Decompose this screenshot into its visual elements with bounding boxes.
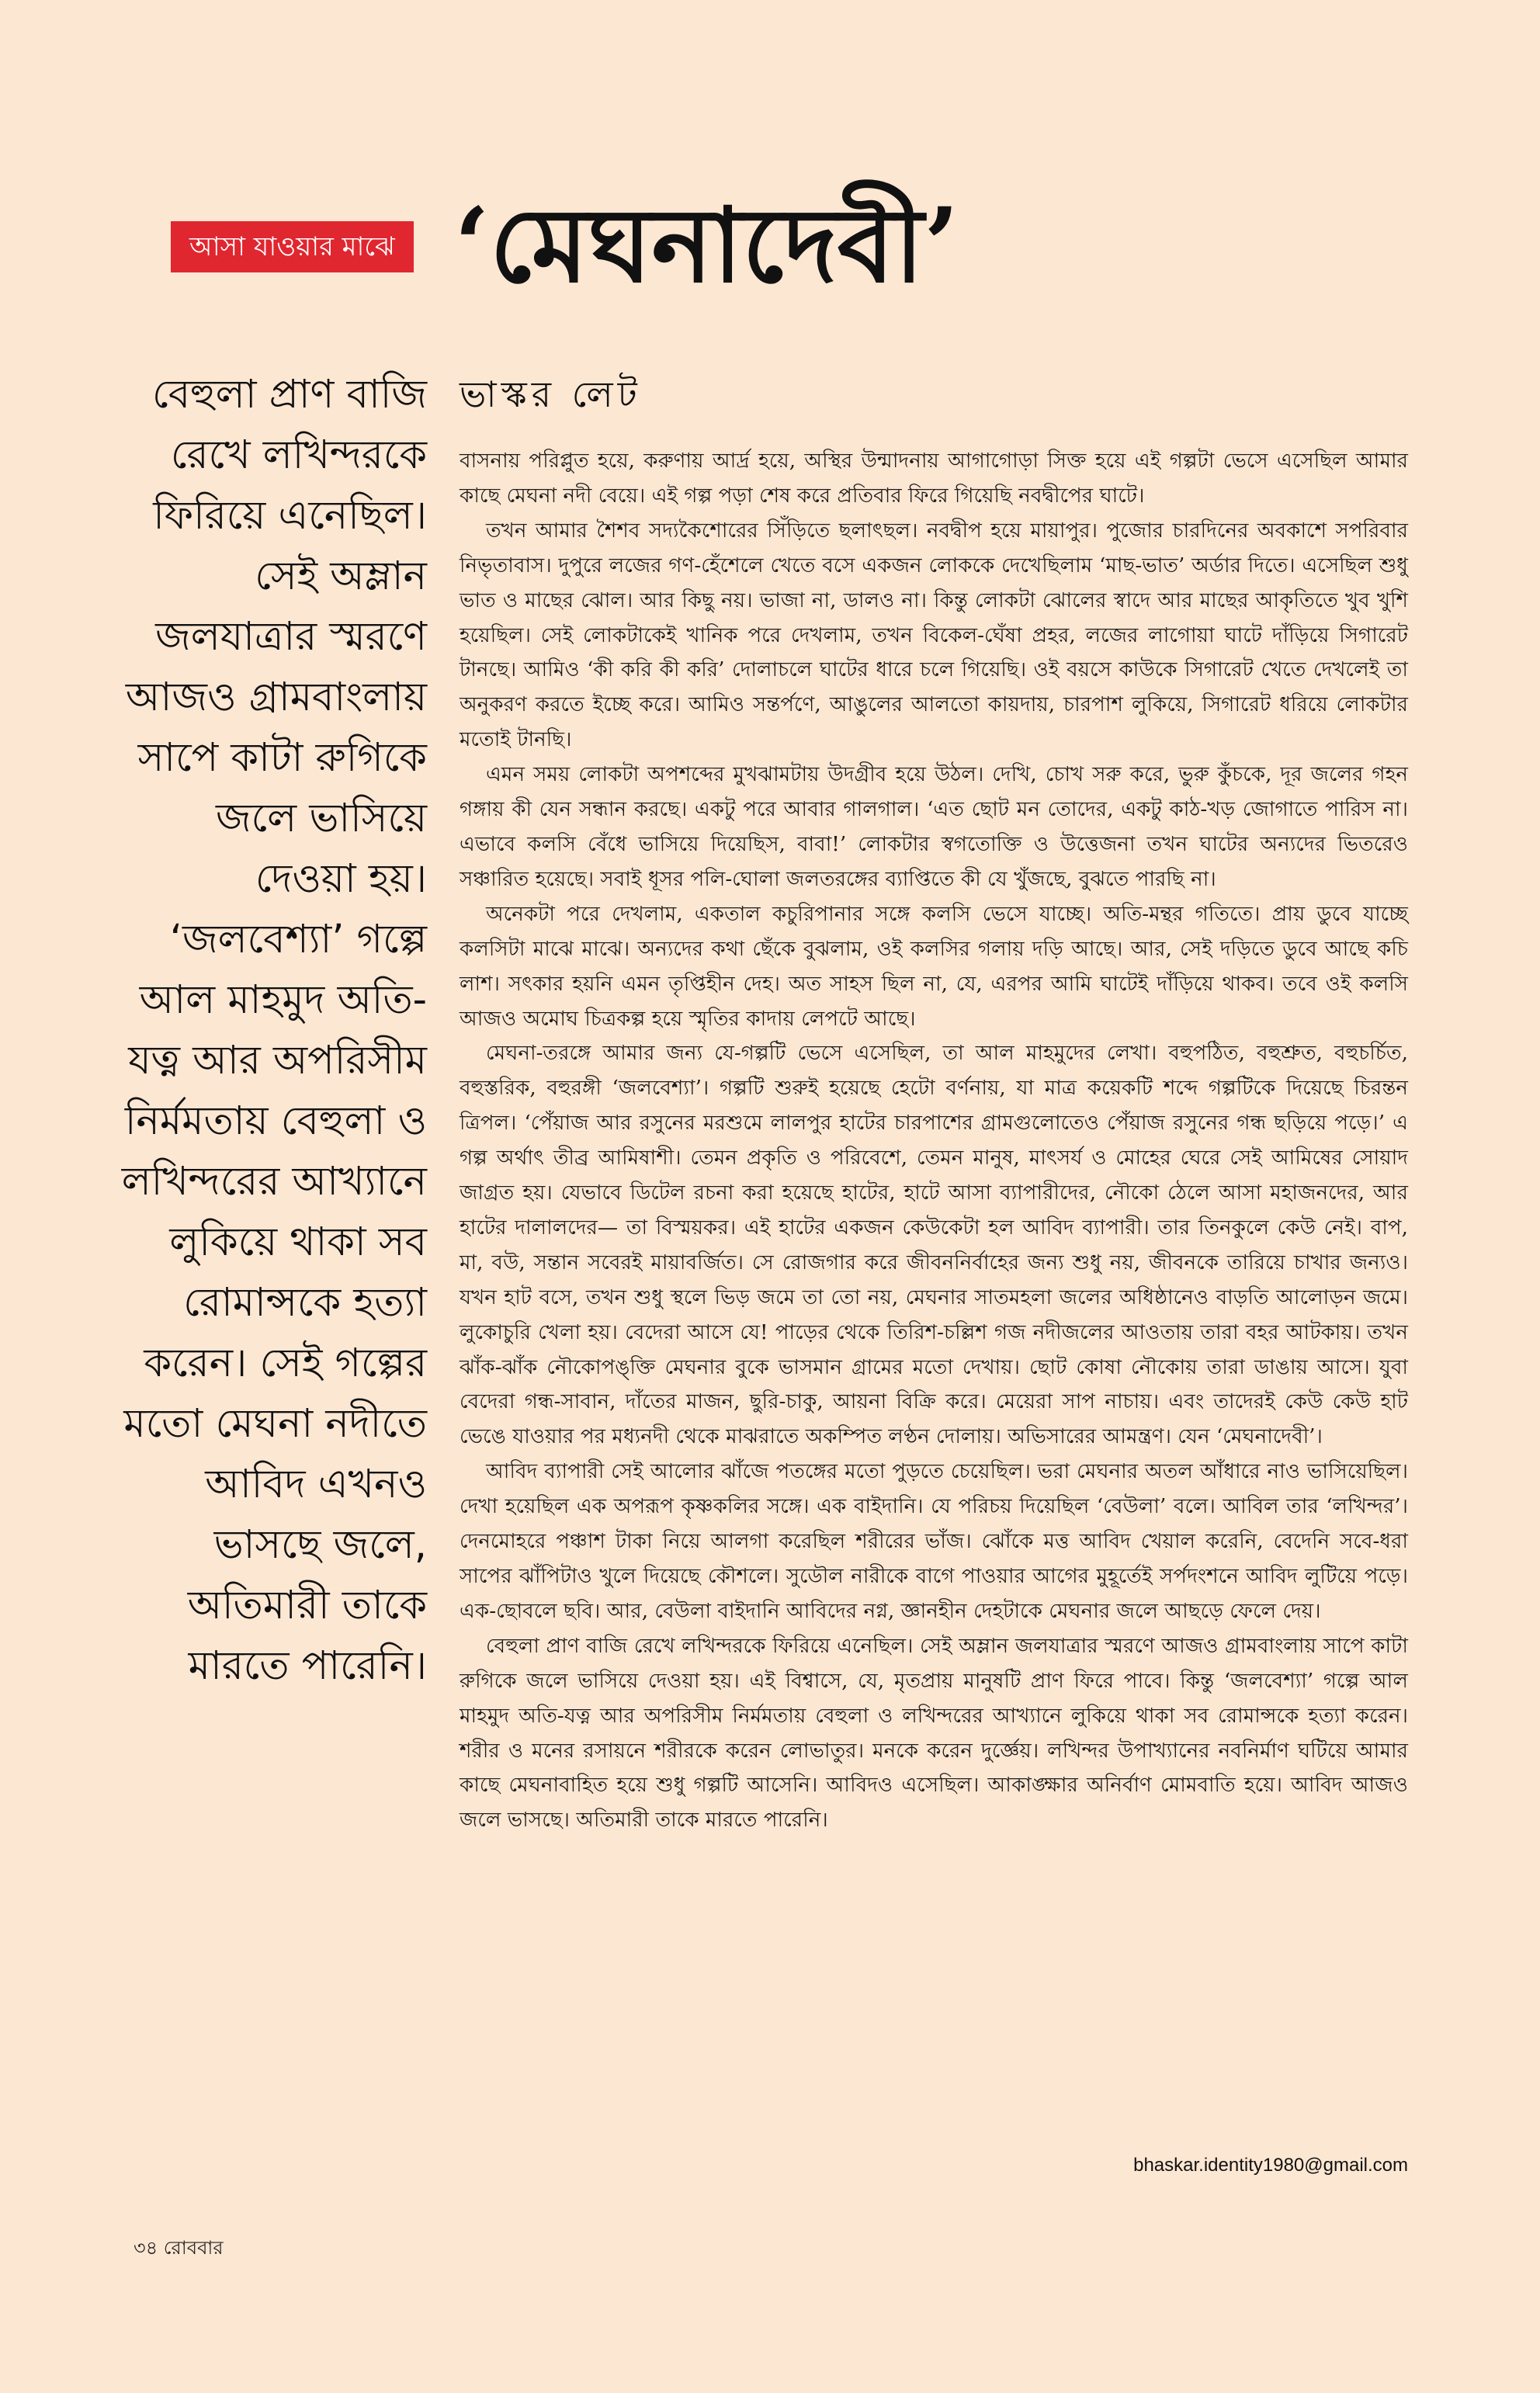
section-tag: আসা যাওয়ার মাঝে <box>171 221 414 272</box>
article-paragraph: মেঘনা-তরঙ্গে আমার জন্য যে-গল্পটি ভেসে এসেছিল, তা আল মাহমুদের লেখা। বহুপঠিত, বহুশ্রুত, বহুচর্চিত, বহুস্তরিক, বহুরঙ্গী ‘জলবেশ্যা’। গল্পটি শুরুই হয়েছে হেটো বর্ণনায়, যা মাত্র কয়েকটি শব্দে গল্পটিকে দিয়েছে চিরন্তন ত্রিপল। ‘পেঁয়াজ আর রসুনের মরশুমে লালপুর হাটের চারপাশের গ্রামগুলোতেও পেঁয়াজ রসুনের গন্ধ ছড়িয়ে পড়ে।’ এ গল্প অর্থাৎ তীব্র আমিষাশী। তেমন প্রকৃতি ও পরিবেশে, তেমন মানুষ, মাৎসর্য ও মোহের ঘেরে সেই আমিষের সোয়াদ জাগ্রত হয়। যেভাবে ডিটেল রচনা করা হয়েছে হাটের, হাটে আসা ব্যাপারীদের, নৌকো ঠেলে আসা মহাজনদের, আর হাটের দালালদের— তা বিস্ময়কর। এই হাটের একজন কেউকেটা হল আবিদ ব্যাপারী। তার তিনকুলে কেউ নেই। বাপ, মা, বউ, সন্তান সবেরই মায়াবর্জিত। সে রোজগার করে জীবননির্বাহের জন্য শুধু নয়, জীবনকে তারিয়ে চাখার জন্যও। যখন হাট বসে, তখন শুধু স্থলে ভিড় জমে তা তো নয়, মেঘনার সাতমহলা জলের অধিষ্ঠানেও বাড়তি আলোড়ন জমে। লুকোচুরি খেলা হয়। বেদেরা আসে যে! পাড়ের থেকে তিরিশ-চল্লিশ গজ নদীজলের আওতায় তারা বহর আটকায়। তখন ঝাঁক-ঝাঁক নৌকোপঙ্‌ক্তি মেঘনার বুকে ভাসমান গ্রামের মতো দেখায়। ছোট কোষা নৌকোয় তারা ডাঙায় আসে। যুবা বেদেরা গন্ধ-সাবান, দাঁতের মাজন, ছুরি-চাকু, আয়না বিক্রি করে। মেয়েরা সাপ নাচায়। এবং তাদেরই কেউ কেউ হাট ভেঙে যাওয়ার পর মধ্যনদী থেকে মাঝরাতে অকম্পিত লণ্ঠন দোলায়। অভিসারের আমন্ত্রণ। যেন ‘মেঘনাদেবী’। <box>460 1042 1408 1449</box>
article-title: ‘মেঘনাদেবী’ <box>454 186 959 306</box>
article-paragraph: তখন আমার শৈশব সদ্যকৈশোরের সিঁড়িতে ছলাৎছল। নবদ্বীপ হয়ে মায়াপুর। পুজোর চারদিনের অবকাশে সপরিবার নিভৃতাবাস। দুপুরে লজের গণ-হেঁশেলে খেতে বসে একজন লোককে দেখেছিলাম ‘মাছ-ভাত’ অর্ডার দিতে। এসেছিল শুধু ভাত ও মাছের ঝোল। আর কিছু নয়। ভাজা না, ডালও না। কিন্তু লোকটা ঝোলের স্বাদে আর মাছের আকৃতিতে খুব খুশি হয়েছিল। সেই লোকটাকেই খানিক পরে দেখলাম, তখন বিকেল-ঘেঁষা প্রহর, লজের লাগোয়া ঘাটে দাঁড়িয়ে সিগারেট টানছে। আমিও ‘কী করি কী করি’ দোলাচলে ঘাটের ধারে চলে গিয়েছি। ওই বয়সে কাউকে সিগারেট খেতে দেখলেই তা অনুকরণ করতে ইচ্ছে করে। আমিও সন্তর্পণে, আঙুলের আলতো কায়দায়, চারপাশ লুকিয়ে, সিগারেট ধরিয়ে লোকটার মতোই টানছি। <box>460 518 1408 752</box>
article-paragraph: বেহুলা প্রাণ বাজি রেখে লখিন্দরকে ফিরিয়ে এনেছিল। সেই অম্লান জলযাত্রার স্মরণে আজও গ্রামবাংলায় সাপে কাটা রুগিকে জলে ভাসিয়ে দেওয়া হয়। এই বিশ্বাসে, যে, মৃতপ্রায় মানুষটি প্রাণ ফিরে পাবে। কিন্তু ‘জলবেশ্যা’ গল্পে আল মাহমুদ অতি-যত্ন আর অপরিসীম নির্মমতায় বেহুলা ও লখিন্দরের আখ্যানে লুকিয়ে থাকা সব রোমান্সকে হত্যা করেন। শরীর ও মনের রসায়নে শরীরকে করেন লোভাতুর। মনকে করেন দুর্জ্ঞেয়। লখিন্দর উপাখ্যানের নবনির্মাণ ঘটিয়ে আমার কাছে মেঘনাবাহিত হয়ে শুধু গল্পটি আসেনি। আবিদও এসেছিল। আকাঙ্ক্ষার অনির্বাণ মোমবাতি হয়ে। আবিদ আজও জলে ভাসছে। অতিমারী তাকে মারতে পারেনি। <box>460 1634 1408 1833</box>
pull-quote: বেহুলা প্রাণ বাজি রেখে লখিন্দরকে ফিরিয়ে এনেছিল। সেই অম্লান জলযাত্রার স্মরণে আজও গ্রামবাংলায় সাপে কাটা রুগিকে জলে ভাসিয়ে দেওয়া হয়। ‘জলবেশ্যা’ গল্পে আল মাহমুদ অতি-যত্ন আর অপরিসীম নির্মমতায় বেহুলা ও লখিন্দরের আখ্যানে লুকিয়ে থাকা সব রোমান্সকে হত্যা করেন। সেই গল্পের মতো মেঘনা নদীতে আবিদ এখনও ভাসছে জলে, অতিমারী তাকে মারতে পারেনি। <box>121 372 427 1689</box>
article-paragraph: অনেকটা পরে দেখলাম, একতাল কচুরিপানার সঙ্গে কলসি ভেসে যাচ্ছে। অতি-মন্থর গতিতে। প্রায় ডুবে যাচ্ছে কলসিটা মাঝে মাঝে। অন্যদের কথা ছেঁকে বুঝলাম, ওই কলসির গলায় দড়ি আছে। আর, সেই দড়িতে ডুবে আছে কচি লাশ। সৎকার হয়নি এমন তৃপ্তিহীন দেহ। অত সাহস ছিল না, যে, এরপর আমি ঘাটেই দাঁড়িয়ে থাকব। তবে ওই কলসি আজও অমোঘ চিত্রকল্প হয়ে স্মৃতির কাদায় লেপটে আছে। <box>460 902 1408 1031</box>
author-byline: ভাস্কর লেট <box>460 373 642 415</box>
page-footer: ৩৪ রোববার <box>134 2237 224 2259</box>
author-email: bhaskar.identity1980@gmail.com <box>1133 2155 1408 2176</box>
article-body <box>460 444 1408 1838</box>
article-paragraph: বাসনায় পরিপ্লুত হয়ে, করুণায় আর্দ্র হয়ে, অস্থির উন্মাদনায় আগাগোড়া সিক্ত হয়ে এই গল্পটা ভেসে এসেছিল আমার কাছে মেঘনা নদী বেয়ে। এই গল্প পড়া শেষ করে প্রতিবার ফিরে গিয়েছি নবদ্বীপের ঘাটে। <box>460 449 1408 508</box>
article-paragraph: এমন সময় লোকটা অপশব্দের মুখঝামটায় উদগ্রীব হয়ে উঠল। দেখি, চোখ সরু করে, ভুরু কুঁচকে, দূর জলের গহন গঙ্গায় কী যেন সন্ধান করছে। একটু পরে আবার গালগাল। ‘এত ছোট মন তোদের, একটু কাঠ-খড় জোগাতে পারিস না। এভাবে কলসি বেঁধে ভাসিয়ে দিয়েছিস, বাবা!’ লোকটার স্বগতোক্তি ও উত্তেজনা তখন ঘাটের অন্যদের ভিতরেও সঞ্চারিত হয়েছে। সবাই ধূসর পলি-ঘোলা জলতরঙ্গের ব্যাপ্তিতে কী যে খুঁজছে, বুঝতে পারছি না। <box>460 763 1408 891</box>
article-paragraph: আবিদ ব্যাপারী সেই আলোর ঝাঁজে পতঙ্গের মতো পুড়তে চেয়েছিল। ভরা মেঘনার অতল আঁধারে নাও ভাসিয়েছিল। দেখা হয়েছিল এক অপরূপ কৃষ্ণকলির সঙ্গে। এক বাইদানি। যে পরিচয় দিয়েছিল ‘বেউলা’ বলে। আবিল তার ‘লখিন্দর’। দেনমোহরে পঞ্চাশ টাকা নিয়ে আলগা করেছিল শরীরের ভাঁজ। ঝোঁকে মত্ত আবিদ খেয়াল করেনি, বেদেনি সবে-ধরা সাপের ঝাঁপিটাও খুলে দিয়েছে কৌশলে। সুডৌল নারীকে বাগে পাওয়ার আগের মুহূর্তেই সর্পদংশনে আবিদ লুটিয়ে পড়ে। এক-ছোবলে ছবি। আর, বেউলা বাইদানি আবিদের নগ্ন, জ্ঞানহীন দেহটাকে মেঘনার জলে আছড়ে ফেলে দেয়। <box>460 1460 1408 1623</box>
